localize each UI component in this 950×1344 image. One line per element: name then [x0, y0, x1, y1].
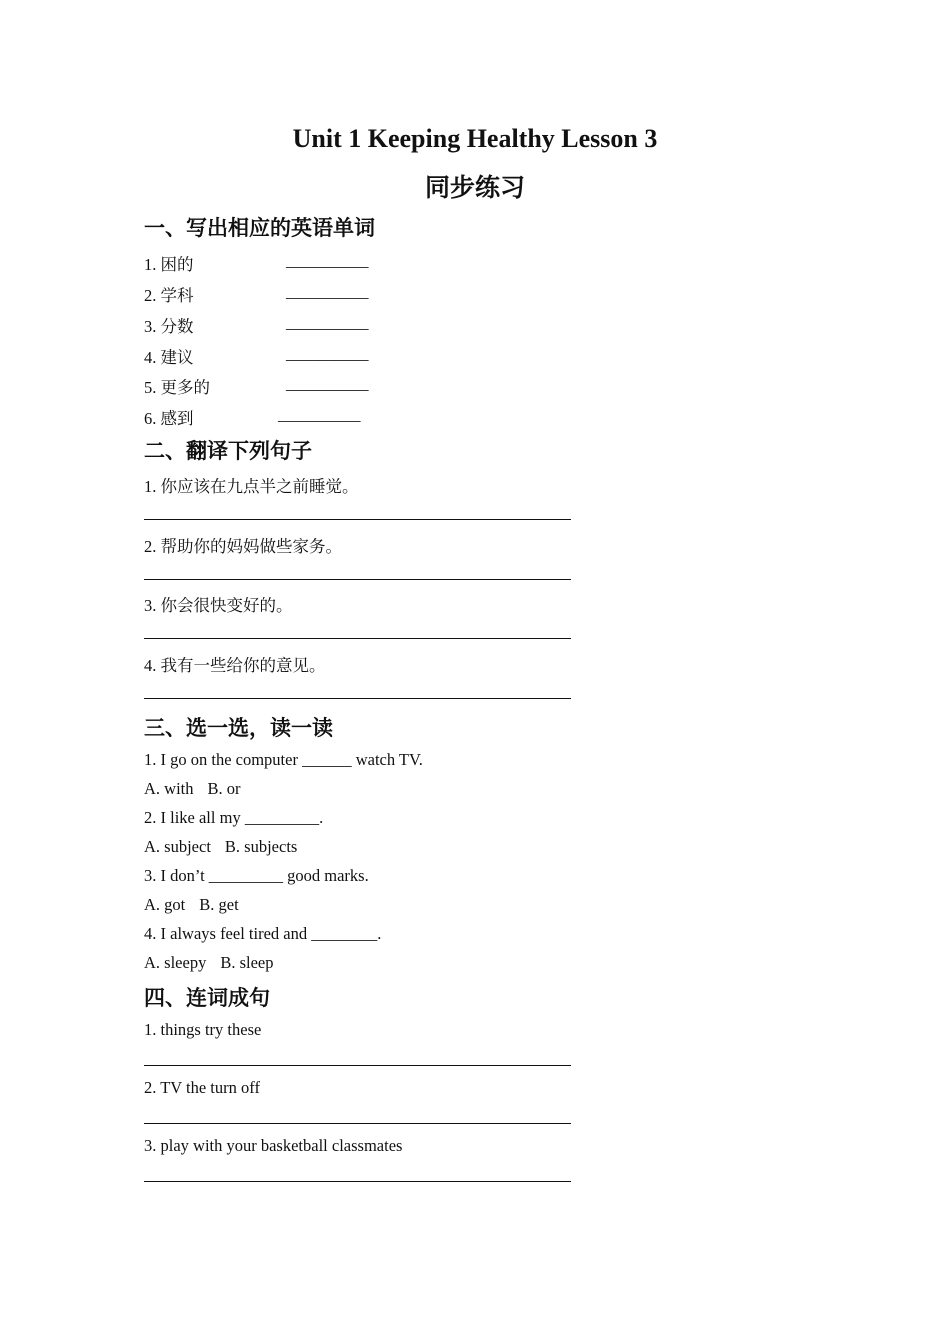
vocab-blank-3: __________ — [286, 313, 369, 332]
section3-heading: 三、选一选，读一读 — [144, 716, 333, 740]
answer-line — [144, 1181, 571, 1182]
vocab-blank-1: __________ — [286, 251, 369, 270]
translate-item-4: 4. 我有一些给你的意见。 — [144, 656, 326, 675]
vocab-blank-6: __________ — [278, 405, 361, 424]
mc-question-1: 1. I go on the computer ______ watch TV. — [144, 750, 423, 769]
option-a: A. sleepy — [144, 953, 207, 972]
option-b: B. subjects — [224, 837, 298, 856]
option-b: B. get — [199, 895, 239, 914]
translate-item-3: 3. 你会很快变好的。 — [144, 596, 293, 615]
option-b: B. sleep — [220, 953, 274, 972]
reorder-item-2: 2. TV the turn off — [144, 1078, 260, 1097]
mc-question-4: 4. I always feel tired and ________. — [144, 924, 382, 943]
section2-heading: 二、翻译下列句子 — [144, 439, 312, 463]
vocab-item-2: 2. 学科 — [144, 286, 194, 305]
mc-options-2 — [144, 837, 297, 857]
option-a: A. subject — [144, 837, 211, 856]
answer-line — [144, 1123, 571, 1124]
option-a: A. got — [144, 895, 186, 914]
reorder-item-3: 3. play with your basketball classmates — [144, 1136, 403, 1155]
reorder-item-1: 1. things try these — [144, 1020, 262, 1039]
vocab-item-3: 3. 分数 — [144, 317, 194, 336]
vocab-blank-2: __________ — [286, 282, 369, 301]
worksheet-subtitle: 同步练习 — [424, 175, 525, 202]
mc-options-1 — [144, 779, 241, 799]
mc-options-4 — [144, 953, 274, 973]
vocab-item-4: 4. 建议 — [144, 348, 194, 367]
answer-line — [144, 1065, 571, 1066]
section4-heading: 四、连词成句 — [144, 986, 270, 1010]
vocab-blank-4: __________ — [286, 344, 369, 363]
mc-options-3 — [144, 895, 239, 915]
section1-heading: 一、写出相应的英语单词 — [144, 216, 375, 240]
option-b: B. or — [207, 779, 241, 798]
vocab-item-1: 1. 困的 — [144, 255, 194, 274]
option-a: A. with — [144, 779, 194, 798]
answer-line — [144, 579, 571, 580]
answer-line — [144, 638, 571, 639]
translate-item-2: 2. 帮助你的妈妈做些家务。 — [144, 537, 342, 556]
vocab-blank-5: __________ — [286, 374, 369, 393]
mc-question-3: 3. I don’t _________ good marks. — [144, 866, 369, 885]
translate-item-1: 1. 你应该在九点半之前睡觉。 — [144, 477, 359, 496]
worksheet-title: Unit 1 Keeping Healthy Lesson 3 — [292, 124, 658, 153]
vocab-item-6: 6. 感到 — [144, 409, 194, 428]
vocab-item-5: 5. 更多的 — [144, 378, 210, 397]
mc-question-2: 2. I like all my _________. — [144, 808, 324, 827]
answer-line — [144, 519, 571, 520]
answer-line — [144, 698, 571, 699]
